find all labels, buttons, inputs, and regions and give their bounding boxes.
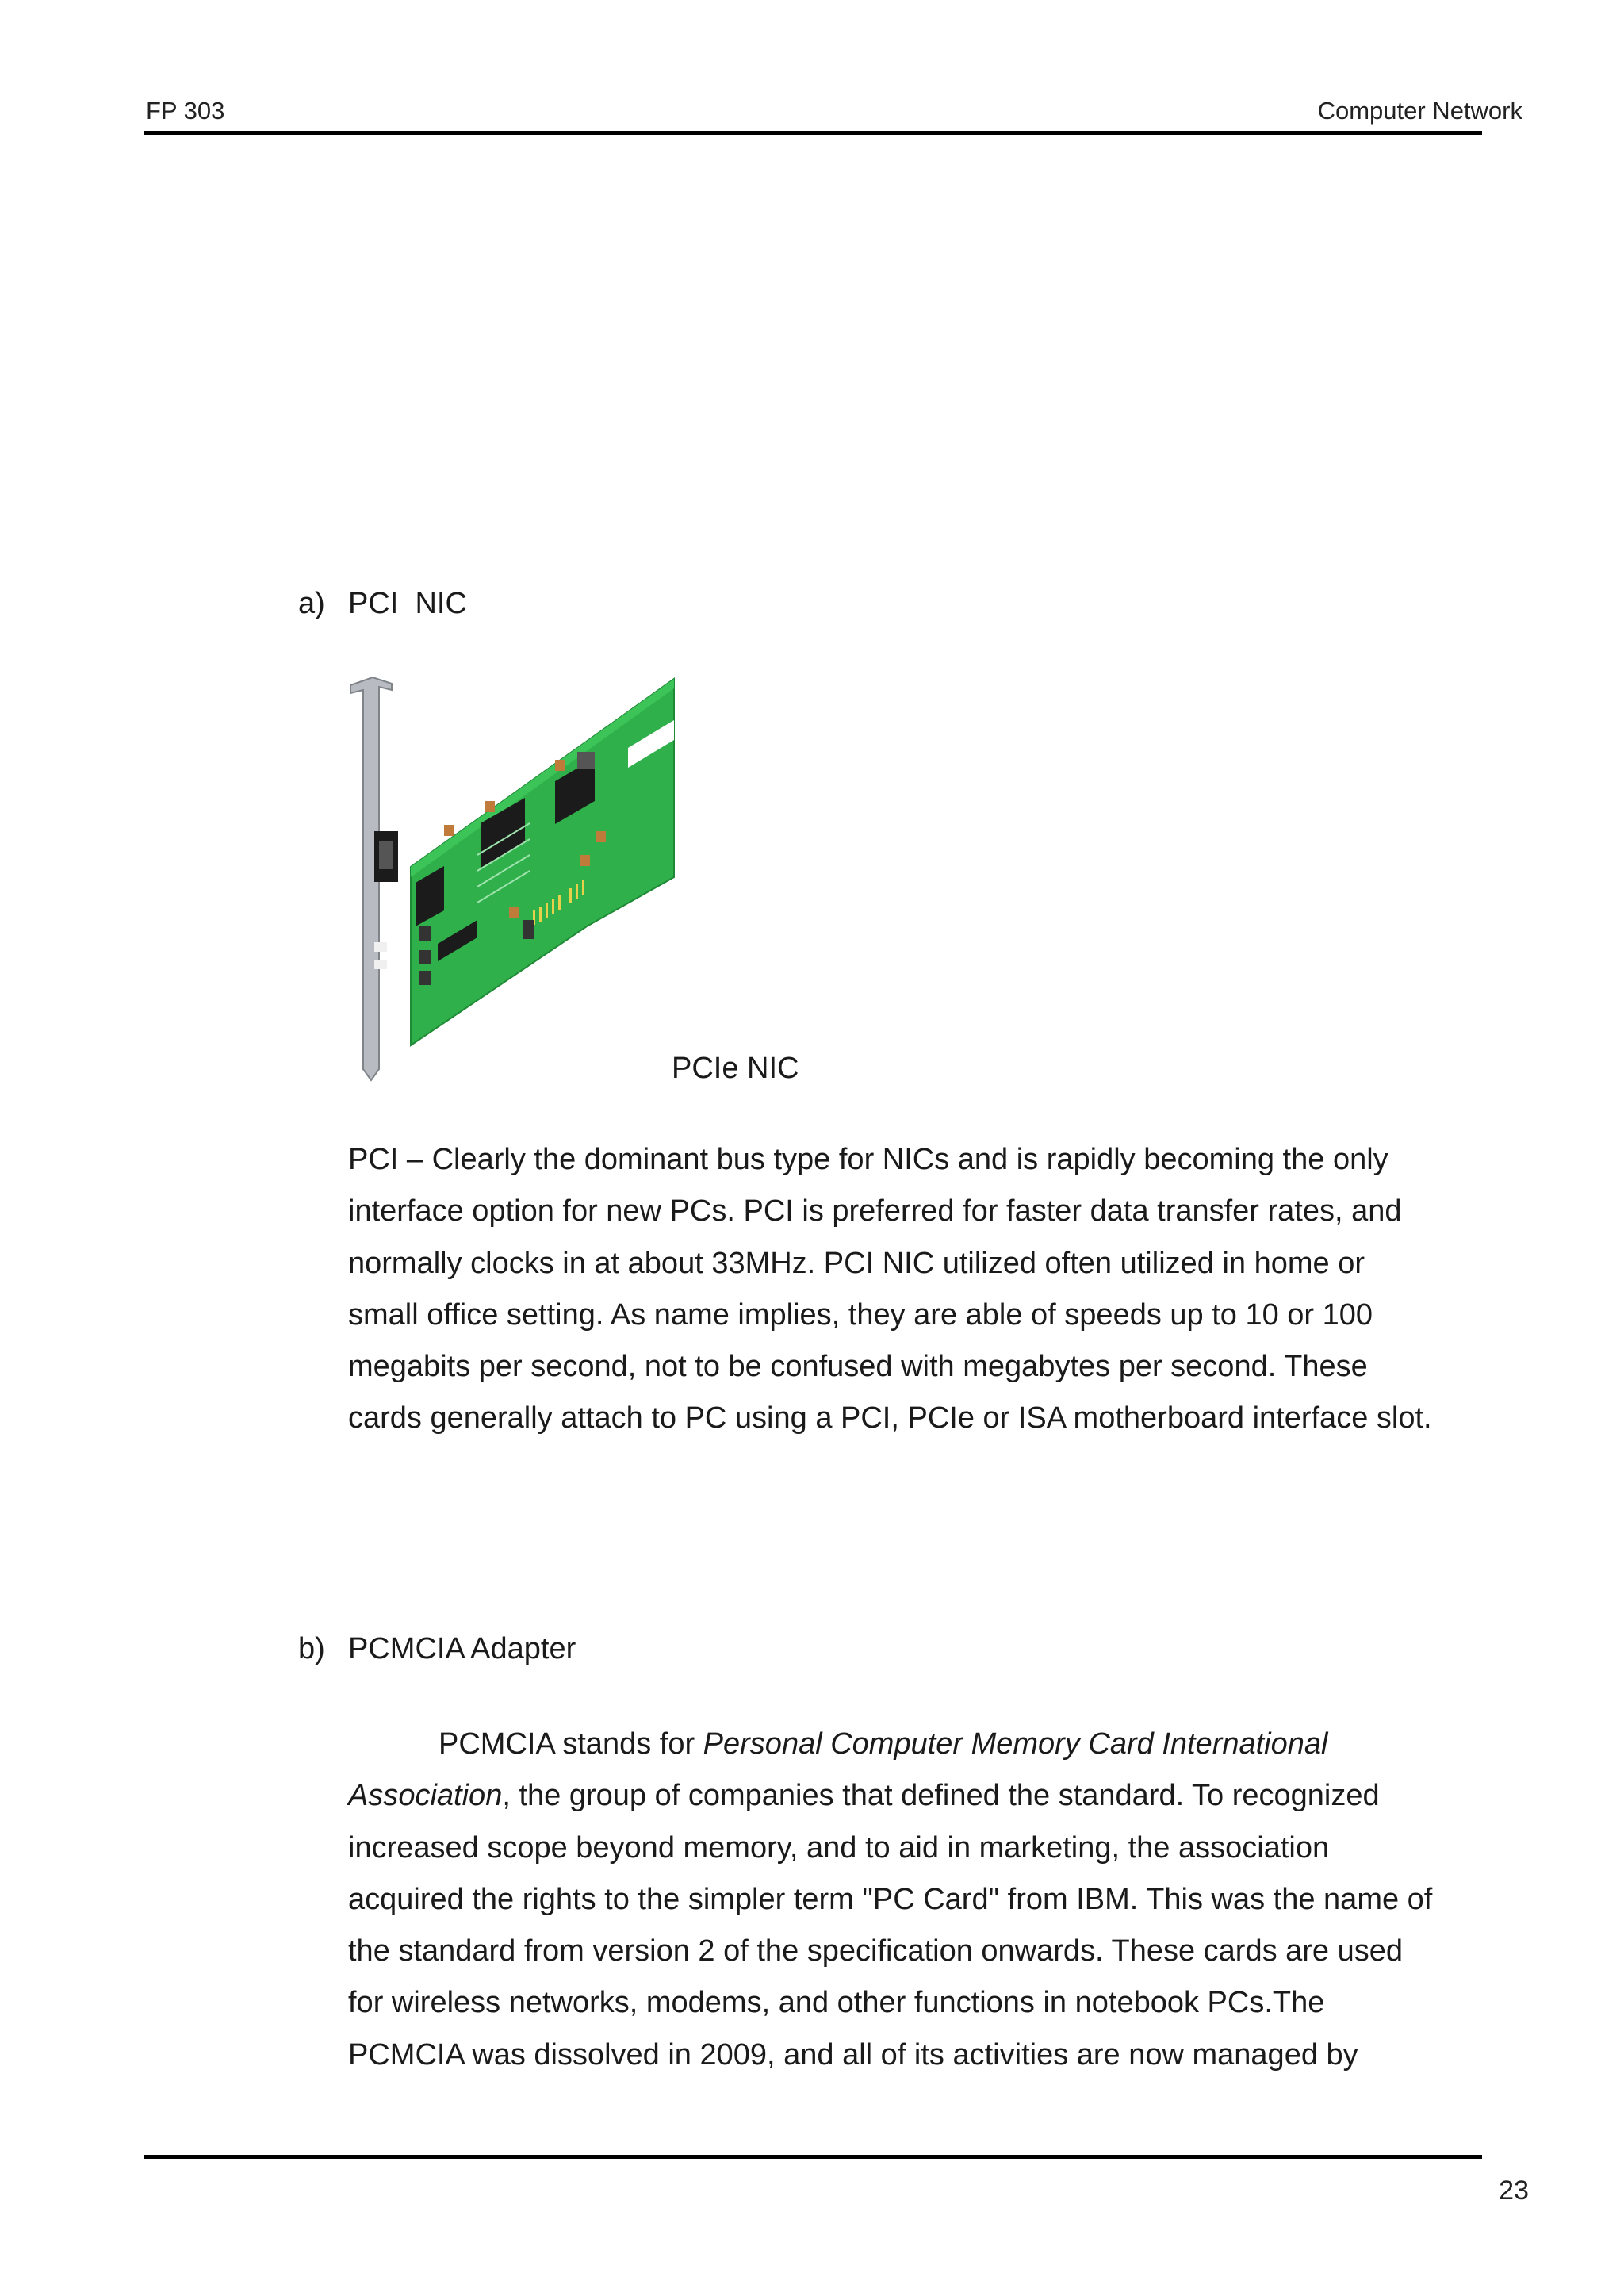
- section-b-title: PCMCIA Adapter: [348, 1632, 576, 1665]
- page-number: 23: [1499, 2175, 1529, 2206]
- section-b-heading: [298, 1632, 576, 1666]
- footer-rule: [144, 2155, 1482, 2159]
- header-rule: [144, 131, 1482, 135]
- section-a-heading: [298, 587, 467, 621]
- section-a-marker: a): [298, 587, 325, 620]
- header-course-title: Computer Network: [1317, 97, 1522, 125]
- pcmcia-para-rest: , the group of companies that defined the standard. To recognized increased scope beyond memory, and to aid in marketing, the association acquired the rights to the simpler term "PC Card" from IBM. This was the name of the standard from version 2 of the specification onwards. These cards are used for wireless networks, modems, and other functions in notebook PCs.The PCMCIA was dissolved in 2009, and all of its activities are now managed by: [348, 1779, 1433, 2072]
- pcmcia-para-start: PCMCIA stands for: [439, 1727, 703, 1761]
- pcmcia-full-name: Personal Computer Memory Card International Association: [348, 1727, 1328, 1813]
- pcie-nic-card-icon: [343, 673, 676, 1085]
- pci-paragraph: PCI – Clearly the dominant bus type for NICs and is rapidly becoming the only interface option for new PCs. PCI is preferred for faster data transfer rates, and normally clocks in at about 33MHz. PCI NIC utilized often utilized in home or small office setting. As name implies, they are able of speeds up to 10 or 100 megabits per second, not to be confused with megabytes per second. These cards generally attach to PC using a PCI, PCIe or ISA motherboard interface slot.: [348, 1143, 1432, 1435]
- section-b-marker: b): [298, 1632, 325, 1665]
- pcmcia-paragraph: [348, 1719, 1442, 2081]
- figure-caption: PCIe NIC: [672, 1052, 799, 1085]
- header-course-code: FP 303: [146, 97, 225, 125]
- section-a-title: PCI NIC: [348, 587, 467, 620]
